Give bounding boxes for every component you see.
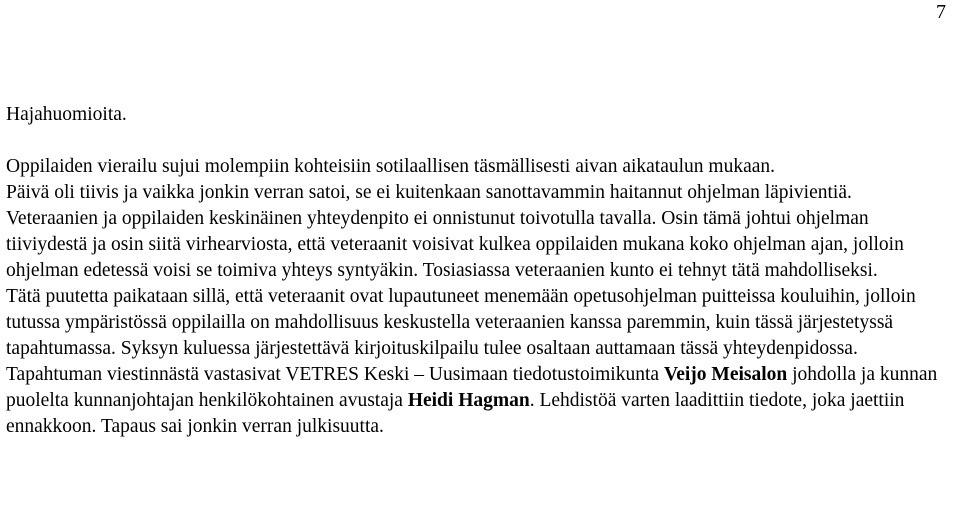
paragraph-communications <box>6 362 946 440</box>
communications-text-3: . Lehdistöä varten laadittiin tiedote, joka jaettiin ennakkoon. Tapaus sai jonkin verran julkisuutta. <box>6 390 905 437</box>
paragraph-weather: Päivä oli tiivis ja vaikka jonkin verran satoi, se ei kuitenkaan sanottavammin haitannut ohjelman läpivientiä. <box>6 182 852 203</box>
person-name-veijo: Veijo Meisalon <box>663 364 788 385</box>
page-number: 7 <box>936 1 946 23</box>
document-body <box>6 102 946 440</box>
person-name-heidi: Heidi Hagman <box>407 390 530 411</box>
communications-text-1: Tapahtuman viestinnästä vastasivat VETRES Keski – Uusimaan tiedotustoimikunta <box>6 364 664 385</box>
paragraph-schedule: Oppilaiden vierailu sujui molempiin kohteisiin sotilaallisen täsmällisesti aivan aikataulun mukaan. <box>6 156 776 177</box>
paragraph-contact: Veteraanien ja oppilaiden keskinäinen yhteydenpito ei onnistunut toivotulla tavalla. Osin tämä johtui ohjelman tiiviydestä ja osin siitä virhearviosta, että veteraanit voisivat kulkea oppilaiden mukana koko ohjelman ajan, jolloin ohjelman edetessä voisi se toimiva yhteys syntyäkin. Tosiasiassa veteraanien kunto ei tehnyt tätä mahdolliseksi. <box>6 208 904 281</box>
blank-line <box>6 128 946 154</box>
paragraph-schools: Tätä puutetta paikataan sillä, että veteraanit ovat lupautuneet menemään opetusohjelman puitteissa kouluihin, jolloin tutussa ympäristössä oppilailla on mahdollisuus keskustella veteraanien kanssa paremmin, kuin tässä järjestetyssä tapahtumassa. Syksyn kuluessa järjestettävä kirjoituskilpailu tulee osaltaan auttamaan tässä yhteydenpidossa. <box>6 286 916 359</box>
section-heading: Hajahuomioita. <box>6 104 127 125</box>
communications-text-2: johdolla ja kunnan puolelta kunnanjohtajan henkilökohtainen avustaja <box>6 364 938 411</box>
